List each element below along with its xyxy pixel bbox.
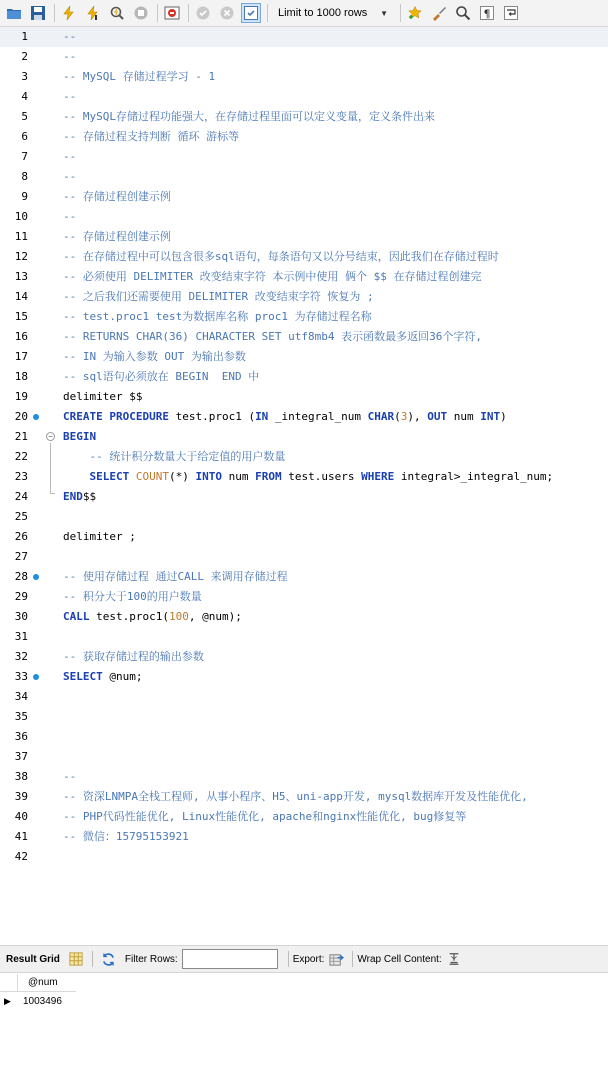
toolbar-separator xyxy=(92,951,93,967)
code-token: ) xyxy=(500,410,507,423)
folder-icon xyxy=(6,5,22,21)
code-line[interactable] xyxy=(0,607,608,627)
code-line[interactable] xyxy=(0,87,608,107)
line-number: 16 xyxy=(14,330,28,343)
save-button[interactable] xyxy=(28,3,48,23)
line-number: 34 xyxy=(14,690,28,703)
code-line[interactable] xyxy=(0,107,608,127)
line-number: 14 xyxy=(14,290,28,303)
find-button[interactable] xyxy=(453,3,473,23)
line-number: 38 xyxy=(14,770,28,783)
line-number: 41 xyxy=(14,830,28,843)
x-circle-icon xyxy=(219,5,235,21)
code-line[interactable] xyxy=(0,387,608,407)
word-wrap-button[interactable] xyxy=(501,3,521,23)
code-token: -- 使用存储过程 通过CALL 来调用存储过程 xyxy=(63,570,288,583)
star-plus-icon xyxy=(407,5,423,21)
code-token: num xyxy=(447,410,481,423)
code-text xyxy=(63,767,76,787)
brush-icon xyxy=(431,5,447,21)
statement-marker-icon[interactable] xyxy=(33,414,39,420)
code-text xyxy=(63,307,372,327)
code-line[interactable] xyxy=(0,727,608,747)
code-line[interactable] xyxy=(0,167,608,187)
result-grid[interactable] xyxy=(0,974,608,1079)
stop-icon xyxy=(133,5,149,21)
code-line[interactable] xyxy=(0,47,608,67)
line-number: 7 xyxy=(21,150,28,163)
code-line[interactable] xyxy=(0,447,608,467)
line-number: 11 xyxy=(14,230,28,243)
line-number: 35 xyxy=(14,710,28,723)
code-token: 3 xyxy=(400,410,408,423)
code-text xyxy=(63,787,528,807)
code-line[interactable] xyxy=(0,747,608,767)
statement-marker-icon[interactable] xyxy=(33,674,39,680)
code-line[interactable] xyxy=(0,787,608,807)
code-text xyxy=(63,27,76,47)
grid-view-button[interactable] xyxy=(68,951,84,967)
code-token: SELECT xyxy=(63,670,103,683)
line-number: 32 xyxy=(14,650,28,663)
code-line[interactable] xyxy=(0,247,608,267)
code-text xyxy=(63,207,76,227)
wrap-text-icon xyxy=(447,952,461,966)
code-token: WHERE xyxy=(361,470,395,483)
code-token: $$ xyxy=(82,490,97,503)
explain-button[interactable] xyxy=(107,3,127,23)
code-token: -- 之后我们还需要使用 DELIMITER 改变结束字符 恢复为 ; xyxy=(63,290,374,303)
toolbar-separator xyxy=(352,951,353,967)
code-token: -- IN 为输入参数 OUT 为输出参数 xyxy=(63,350,246,363)
search-icon xyxy=(455,5,471,21)
code-line[interactable] xyxy=(0,67,608,87)
code-token: INT xyxy=(480,410,501,423)
line-number: 4 xyxy=(21,90,28,103)
line-number: 2 xyxy=(21,50,28,63)
toggle-error-button[interactable] xyxy=(162,3,182,23)
code-line[interactable] xyxy=(0,767,608,787)
toolbar-separator xyxy=(188,4,189,22)
code-line[interactable] xyxy=(0,687,608,707)
toolbar-separator xyxy=(157,4,158,22)
row-header-corner xyxy=(0,974,18,992)
code-text xyxy=(63,47,76,67)
code-token: FROM xyxy=(255,470,282,483)
code-token: -- xyxy=(63,30,77,43)
table-row[interactable] xyxy=(0,993,76,1011)
line-number: 31 xyxy=(14,630,28,643)
code-token: CALL xyxy=(63,610,90,623)
code-text xyxy=(63,227,171,247)
fold-toggle-icon[interactable]: − xyxy=(46,432,55,441)
line-number: 29 xyxy=(14,590,28,603)
code-token: (*) xyxy=(169,470,196,483)
execute-button[interactable] xyxy=(59,3,79,23)
code-text xyxy=(63,447,285,467)
code-token xyxy=(63,450,90,463)
code-text xyxy=(63,147,76,167)
autocommit-toggle[interactable] xyxy=(241,3,261,23)
code-token: delimiter $$ xyxy=(63,390,143,403)
code-line[interactable] xyxy=(0,827,608,847)
code-text xyxy=(63,87,76,107)
line-number: 40 xyxy=(14,810,28,823)
code-token: -- PHP代码性能优化, Linux性能优化, apache和nginx性能优化, bug修复等 xyxy=(63,810,467,823)
stop-button[interactable] xyxy=(131,3,151,23)
code-line[interactable] xyxy=(0,547,608,567)
code-token: IN xyxy=(255,410,269,423)
code-token: -- 微信：15795153921 xyxy=(63,830,189,843)
code-token: END xyxy=(63,490,83,503)
code-line[interactable] xyxy=(0,307,608,327)
code-token xyxy=(63,470,90,483)
code-token: -- sql语句必须放在 BEGIN END 中 xyxy=(63,370,260,383)
code-token: SELECT xyxy=(89,470,130,483)
export-icon xyxy=(329,952,344,967)
row-pointer-icon: ▶ xyxy=(4,996,11,1006)
line-number: 1 xyxy=(21,30,28,43)
toolbar-separator xyxy=(400,4,401,22)
toolbar-separator xyxy=(288,951,289,967)
code-text xyxy=(63,827,189,847)
code-text xyxy=(63,67,215,87)
code-token: -- xyxy=(63,150,77,163)
line-number: 26 xyxy=(14,530,28,543)
code-token: test.users xyxy=(281,470,362,483)
code-token: _integral_num xyxy=(268,410,368,423)
code-text xyxy=(63,487,96,507)
code-token: -- xyxy=(63,170,77,183)
code-line[interactable] xyxy=(0,807,608,827)
line-number: 3 xyxy=(21,70,28,83)
line-number: 6 xyxy=(21,130,28,143)
export-button[interactable] xyxy=(328,951,344,967)
line-number: 20 xyxy=(14,410,28,423)
code-token: -- 存储过程创建示例 xyxy=(63,190,171,203)
line-number: 42 xyxy=(14,850,28,863)
code-token: -- xyxy=(63,50,77,63)
code-text xyxy=(63,807,466,827)
code-line[interactable] xyxy=(0,427,608,447)
code-text xyxy=(63,167,76,187)
result-grid-tab[interactable]: Result Grid xyxy=(6,953,60,965)
code-text xyxy=(63,327,482,347)
line-number: 12 xyxy=(14,250,28,263)
code-text xyxy=(63,667,143,687)
code-token: -- MySQL 存储过程学习 - 1 xyxy=(63,70,216,83)
code-token: , @num); xyxy=(188,610,242,623)
code-text xyxy=(63,247,499,267)
code-token: CREATE PROCEDURE xyxy=(63,410,169,423)
table-cell[interactable]: 1003496 xyxy=(23,996,62,1007)
code-token: -- RETURNS CHAR(36) CHARACTER SET utf8mb4 表示函数最多返回36个字符, xyxy=(63,330,483,343)
code-token: -- 资深LNMPA全栈工程师, 从事小程序、H5、uni-app开发, mysql数据库开发及性能优化, xyxy=(63,790,528,803)
code-text xyxy=(63,467,553,487)
line-number: 27 xyxy=(14,550,28,563)
line-number: 33 xyxy=(14,670,28,683)
line-number: 25 xyxy=(14,510,28,523)
result-grid-header xyxy=(0,974,76,992)
line-number: 19 xyxy=(14,390,28,403)
code-text xyxy=(63,367,259,387)
stop-on-error-icon xyxy=(164,5,180,21)
sql-editor[interactable] xyxy=(0,27,608,945)
line-number: 8 xyxy=(21,170,28,183)
code-line[interactable] xyxy=(0,187,608,207)
code-token: -- 存储过程创建示例 xyxy=(63,230,171,243)
statement-marker-icon[interactable] xyxy=(33,574,39,580)
code-line[interactable] xyxy=(0,487,608,507)
sql-editor-toolbar xyxy=(0,0,608,27)
toolbar-separator xyxy=(54,4,55,22)
line-number: 30 xyxy=(14,610,28,623)
code-text xyxy=(63,407,507,427)
code-text xyxy=(63,127,239,147)
code-line[interactable] xyxy=(0,287,608,307)
invisible-chars-button[interactable] xyxy=(477,3,497,23)
code-token: COUNT xyxy=(135,470,169,483)
line-number: 22 xyxy=(14,450,28,463)
line-number: 15 xyxy=(14,310,28,323)
limit-rows-label: Limit to 1000 rows xyxy=(278,7,368,19)
code-token: -- 必须使用 DELIMITER 改变结束字符 本示例中使用 俩个 $$ 在存储过程创建完 xyxy=(63,270,482,283)
code-text xyxy=(63,427,96,447)
code-line[interactable] xyxy=(0,647,608,667)
refresh-icon xyxy=(101,952,116,967)
code-line[interactable] xyxy=(0,147,608,167)
code-token: OUT xyxy=(427,410,448,423)
code-line[interactable] xyxy=(0,327,608,347)
code-text xyxy=(63,107,435,127)
code-line[interactable] xyxy=(0,227,608,247)
execute-current-button[interactable] xyxy=(83,3,103,23)
line-number: 10 xyxy=(14,210,28,223)
code-token: test.proc1 ( xyxy=(168,410,256,423)
code-text xyxy=(63,287,374,307)
column-header-num[interactable]: @num xyxy=(28,977,58,988)
line-number: 21 xyxy=(14,430,28,443)
code-line[interactable] xyxy=(0,707,608,727)
code-token: -- xyxy=(63,90,77,103)
open-file-button[interactable] xyxy=(4,3,24,23)
code-token: -- 积分大于100的用户数量 xyxy=(63,590,202,603)
add-snippet-button[interactable] xyxy=(405,3,425,23)
line-number: 24 xyxy=(14,490,28,503)
chevron-down-icon: ▼ xyxy=(380,8,388,18)
code-text xyxy=(63,647,204,667)
export-label: Export: xyxy=(292,953,325,965)
code-token: -- xyxy=(63,210,77,223)
line-number: 9 xyxy=(21,190,28,203)
line-number: 23 xyxy=(14,470,28,483)
lightning-cursor-icon xyxy=(85,5,101,21)
line-number: 28 xyxy=(14,570,28,583)
code-line[interactable] xyxy=(0,127,608,147)
result-grid-toolbar xyxy=(0,945,608,973)
beautify-button[interactable] xyxy=(429,3,449,23)
code-text xyxy=(63,187,171,207)
code-token: integral>_integral_num; xyxy=(394,470,554,483)
line-number: 5 xyxy=(21,110,28,123)
code-line[interactable] xyxy=(0,407,608,427)
svg-text:¶: ¶ xyxy=(483,7,491,21)
line-number: 13 xyxy=(14,270,28,283)
code-text xyxy=(63,387,142,407)
code-token: delimiter ; xyxy=(63,530,136,543)
code-line[interactable] xyxy=(0,667,608,687)
code-token: ), xyxy=(407,410,428,423)
code-line[interactable] xyxy=(0,267,608,287)
wrap-icon xyxy=(503,5,519,21)
wrap-cell-label: Wrap Cell Content: xyxy=(357,953,442,965)
code-line[interactable] xyxy=(0,347,608,367)
line-number: 17 xyxy=(14,350,28,363)
code-text xyxy=(63,607,242,627)
refresh-button[interactable] xyxy=(101,951,117,967)
code-token: -- 在存储过程中可以包含很多sql语句，每条语句又以分号结束，因此我们在存储过程时 xyxy=(63,250,499,263)
magnifier-lightning-icon xyxy=(109,5,125,21)
rollback-button[interactable] xyxy=(217,3,237,23)
line-number: 36 xyxy=(14,730,28,743)
code-token: -- xyxy=(63,770,77,783)
toolbar-separator xyxy=(267,4,268,22)
code-token: 100 xyxy=(168,610,189,623)
code-line[interactable] xyxy=(0,207,608,227)
code-line[interactable] xyxy=(0,587,608,607)
code-text xyxy=(63,587,202,607)
code-token: test.proc1( xyxy=(89,610,169,623)
code-line[interactable] xyxy=(0,507,608,527)
code-line[interactable] xyxy=(0,567,608,587)
code-text xyxy=(63,267,481,287)
pilcrow-icon xyxy=(479,5,495,21)
fold-guide xyxy=(50,443,51,493)
code-token xyxy=(129,470,136,483)
fold-guide-end xyxy=(50,493,55,494)
code-line[interactable] xyxy=(0,627,608,647)
code-text xyxy=(63,527,136,547)
code-token: ( xyxy=(394,410,401,423)
code-line[interactable] xyxy=(0,27,608,47)
limit-rows-select[interactable] xyxy=(274,4,392,23)
code-line[interactable] xyxy=(0,367,608,387)
code-token: BEGIN xyxy=(63,430,97,443)
code-line[interactable] xyxy=(0,847,608,867)
code-line[interactable] xyxy=(0,527,608,547)
autocommit-icon xyxy=(243,5,259,21)
code-token: INTO xyxy=(195,470,222,483)
check-circle-icon xyxy=(195,5,211,21)
code-line[interactable] xyxy=(0,467,608,487)
code-token: CHAR xyxy=(367,410,395,423)
code-token: -- MySQL存储过程功能强大，在存储过程里面可以定义变量，定义条件出来 xyxy=(63,110,435,123)
commit-button[interactable] xyxy=(193,3,213,23)
line-number: 18 xyxy=(14,370,28,383)
grid-icon xyxy=(69,952,83,966)
line-number: 37 xyxy=(14,750,28,763)
code-text xyxy=(63,567,288,587)
code-text xyxy=(63,347,246,367)
code-token: -- 存储过程支持判断 循环 游标等 xyxy=(63,130,240,143)
code-token: num xyxy=(222,470,256,483)
code-token: -- test.proc1 test为数据库名称 proc1 为存储过程名称 xyxy=(63,310,372,323)
code-token: -- 统计积分数量大于给定值的用户数量 xyxy=(89,450,286,463)
line-number: 39 xyxy=(14,790,28,803)
code-token: -- 获取存储过程的输出参数 xyxy=(63,650,204,663)
wrap-cell-button[interactable] xyxy=(446,951,462,967)
code-token: @num; xyxy=(102,670,143,683)
filter-rows-input[interactable] xyxy=(182,949,278,969)
filter-rows-label: Filter Rows: xyxy=(124,953,178,965)
save-icon xyxy=(30,5,46,21)
lightning-icon xyxy=(61,5,77,21)
